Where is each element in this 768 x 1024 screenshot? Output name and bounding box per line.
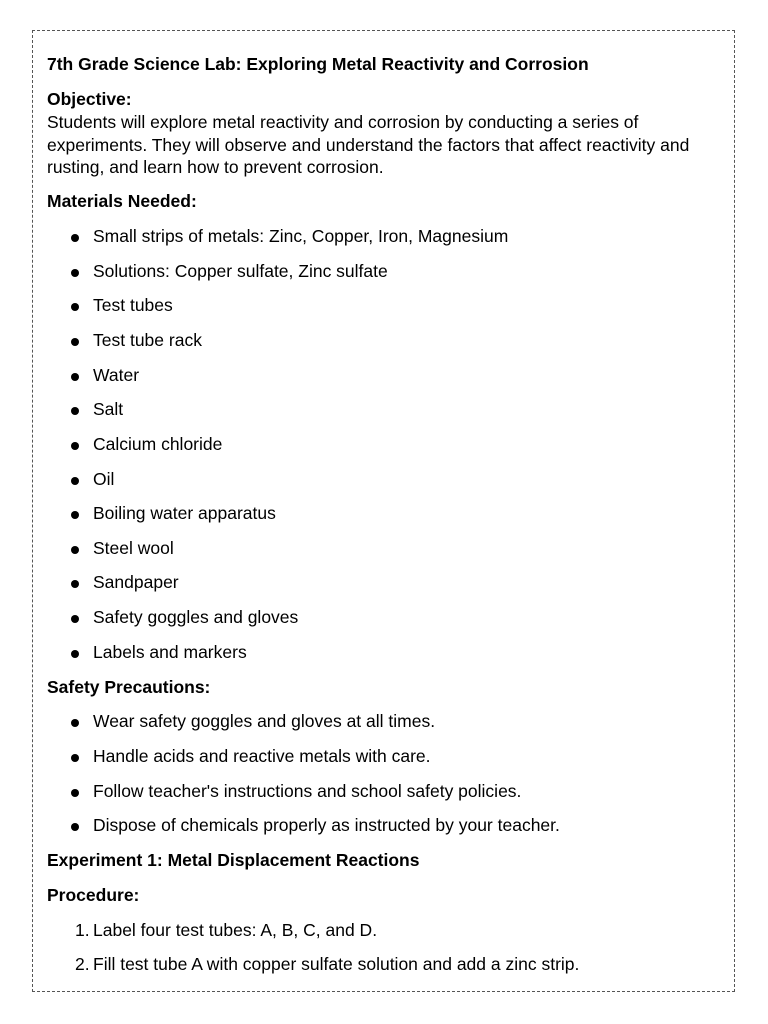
bullet-icon [71,615,79,623]
bullet-icon [71,338,79,346]
list-item-text: Test tube rack [93,330,202,350]
list-item-text: Calcium chloride [93,434,223,454]
list-item-text: Boiling water apparatus [93,503,276,523]
bullet-icon [71,546,79,554]
bullet-icon [71,754,79,762]
bullet-icon [71,373,79,381]
step-text: Fill test tube A with copper sulfate solution and add a zinc strip. [93,954,580,974]
list-item-text: Follow teacher's instructions and school safety policies. [93,781,522,801]
safety-heading: Safety Precautions: [47,677,211,697]
list-item-text: Sandpaper [93,572,179,592]
list-item-text: Test tubes [93,295,173,315]
bullet-icon [71,580,79,588]
list-item-text: Handle acids and reactive metals with care. [93,746,431,766]
bullet-icon [71,269,79,277]
bullet-icon [71,789,79,797]
bullet-icon [71,650,79,658]
list-item-text: Oil [93,469,115,489]
bullet-icon [71,442,79,450]
bullet-icon [71,234,79,242]
list-item-text: Labels and markers [93,642,247,662]
list-item-text: Water [93,365,140,385]
list-item-text: Small strips of metals: Zinc, Copper, Iron, Magnesium [93,226,509,246]
list-item-text: Safety goggles and gloves [93,607,299,627]
bullet-icon [71,719,79,727]
list-item-text: Wear safety goggles and gloves at all times. [93,711,436,731]
experiment1-heading: Experiment 1: Metal Displacement Reactions [47,850,420,870]
procedure-heading: Procedure: [47,885,140,905]
materials-heading: Materials Needed: [47,191,197,211]
bullet-icon [71,407,79,415]
bullet-icon [71,511,79,519]
objective-heading: Objective: [47,89,132,109]
document-title: 7th Grade Science Lab: Exploring Metal Reactivity and Corrosion [47,54,589,74]
bullet-icon [71,823,79,831]
objective-text: Students will explore metal reactivity and corrosion by conducting a series of experiments. They will observe and understand the factors that affect reactivity and rusting, and learn how to prevent corrosion. [47,112,690,177]
step-number: 2. [75,954,90,974]
step-number: 1. [75,920,90,940]
list-item-text: Salt [93,399,124,419]
list-item-text: Solutions: Copper sulfate, Zinc sulfate [93,261,388,281]
list-item-text: Steel wool [93,538,174,558]
list-item-text: Dispose of chemicals properly as instructed by your teacher. [93,815,560,835]
step-text: Label four test tubes: A, B, C, and D. [93,920,378,940]
bullet-icon [71,477,79,485]
bullet-icon [71,303,79,311]
